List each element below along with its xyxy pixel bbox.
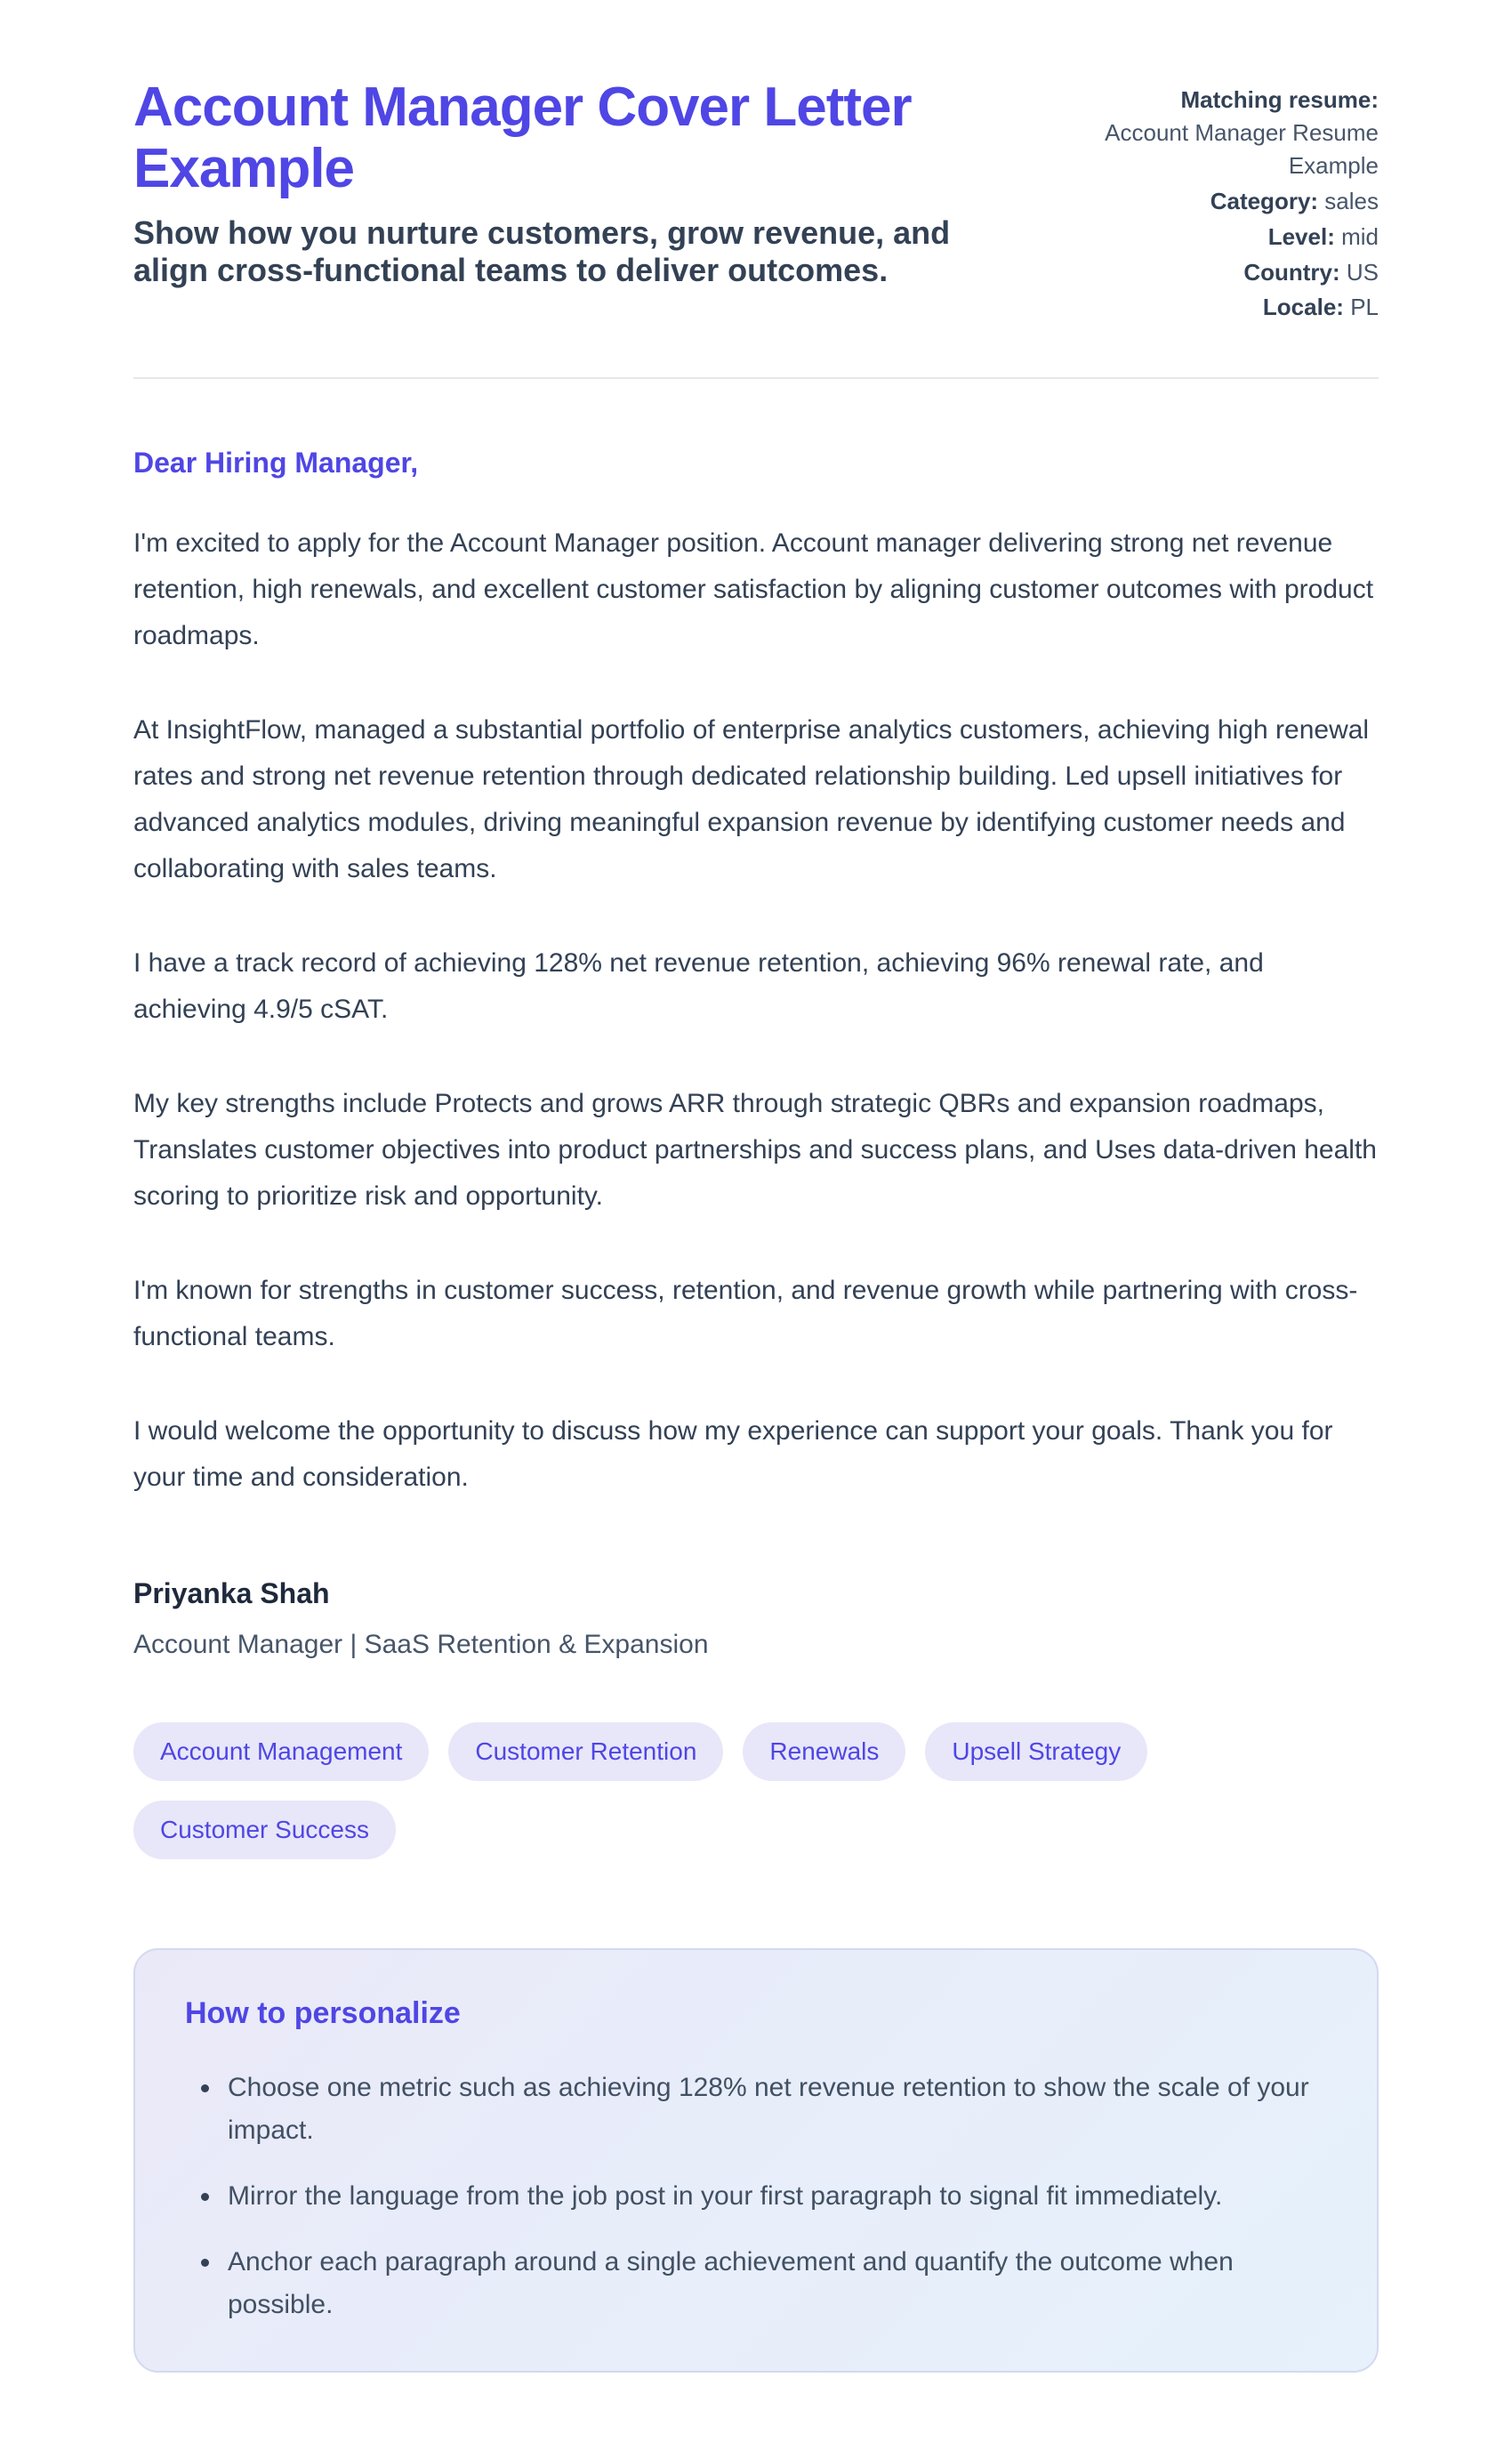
- meta-matching-resume: [1072, 84, 1379, 182]
- letter-body: [133, 447, 1379, 1660]
- meta-row-locale: [1072, 291, 1379, 324]
- letter-paragraph-5: I'm known for strengths in customer success, retention, and revenue growth while partnering with cross-functional teams.: [133, 1276, 1358, 1352]
- page-subtitle: Show how you nurture customers, grow revenue, and align cross-functional teams to deliver outcomes.: [133, 214, 951, 289]
- meta-category-label: Category:: [1210, 187, 1319, 214]
- matching-resume-link[interactable]: Account Manager Resume Example: [1105, 118, 1379, 179]
- letter-paragraph-4: My key strengths include Protects and grows ARR through strategic QBRs and expansion roadmaps, Translates customer objectives into product partnerships and success plans, and Uses data-driven health scoring to prioritize risk and opportunity.: [133, 1089, 1377, 1212]
- meta-country-label: Country:: [1243, 258, 1340, 286]
- letter-paragraph-6: I would welcome the opportunity to discuss how my experience can support your goals. Thank you for your time and consideration.: [133, 1416, 1333, 1493]
- meta-panel: [1072, 77, 1379, 324]
- letter-paragraph-3: I have a track record of achieving 128% net revenue retention, achieving 96% renewal rate, and achieving 4.9/5 cSAT.: [133, 948, 1264, 1025]
- personalize-box: [133, 1948, 1379, 2373]
- header: [133, 77, 1379, 324]
- meta-row-level: [1072, 221, 1379, 254]
- personalize-tip-list: [185, 2067, 1327, 2326]
- meta-level-label: Level:: [1267, 222, 1335, 250]
- tip-item-2: • Mirror the language from the job post in your first paragraph to signal fit immediately.: [222, 2175, 1325, 2218]
- page-title: Account Manager Cover Letter Example: [133, 77, 912, 200]
- personalize-heading: How to personalize: [185, 1996, 461, 2031]
- meta-row-country: [1072, 256, 1379, 289]
- tag-renewals[interactable]: Renewals: [743, 1722, 905, 1781]
- meta-category-value: sales: [1324, 187, 1379, 214]
- signature-name: Priyanka Shah: [133, 1577, 330, 1610]
- matching-resume-label: Matching resume:: [1180, 86, 1379, 113]
- meta-locale-label: Locale:: [1262, 294, 1344, 321]
- tag-upsell-strategy[interactable]: Upsell Strategy: [925, 1722, 1147, 1781]
- letter-paragraph-1: I'm excited to apply for the Account Manager position. Account manager delivering strong net revenue retention, high renewals, and excellent customer satisfaction by aligning customer outcomes with product roadmaps.: [133, 528, 1374, 651]
- tag-account-management[interactable]: Account Management: [133, 1722, 429, 1781]
- tag-customer-success[interactable]: Customer Success: [133, 1801, 396, 1859]
- tip-item-3: • Anchor each paragraph around a single achievement and quantify the outcome when possible.: [222, 2241, 1325, 2326]
- meta-locale-value: PL: [1350, 294, 1379, 321]
- meta-level-value: mid: [1341, 222, 1379, 250]
- letter-paragraph-2: At InsightFlow, managed a substantial portfolio of enterprise analytics customers, achieving high renewal rates and strong net revenue retention through dedicated relationship building. Led upsell initiatives for advanced analytics modules, driving meaningful expansion revenue by identifying customer needs and collaborating with sales teams.: [133, 715, 1370, 884]
- tag-customer-retention[interactable]: Customer Retention: [448, 1722, 723, 1781]
- header-title-block: [133, 77, 1032, 290]
- meta-row-category: [1072, 185, 1379, 218]
- header-divider: [133, 377, 1379, 379]
- meta-country-value: US: [1346, 258, 1379, 286]
- signature-role: Account Manager | SaaS Retention & Expansion: [133, 1630, 709, 1660]
- tip-item-1: • Choose one metric such as achieving 128% net revenue retention to show the scale of your impact.: [222, 2067, 1325, 2152]
- tag-list: [133, 1722, 1379, 1859]
- letter-greeting: Dear Hiring Manager,: [133, 447, 419, 480]
